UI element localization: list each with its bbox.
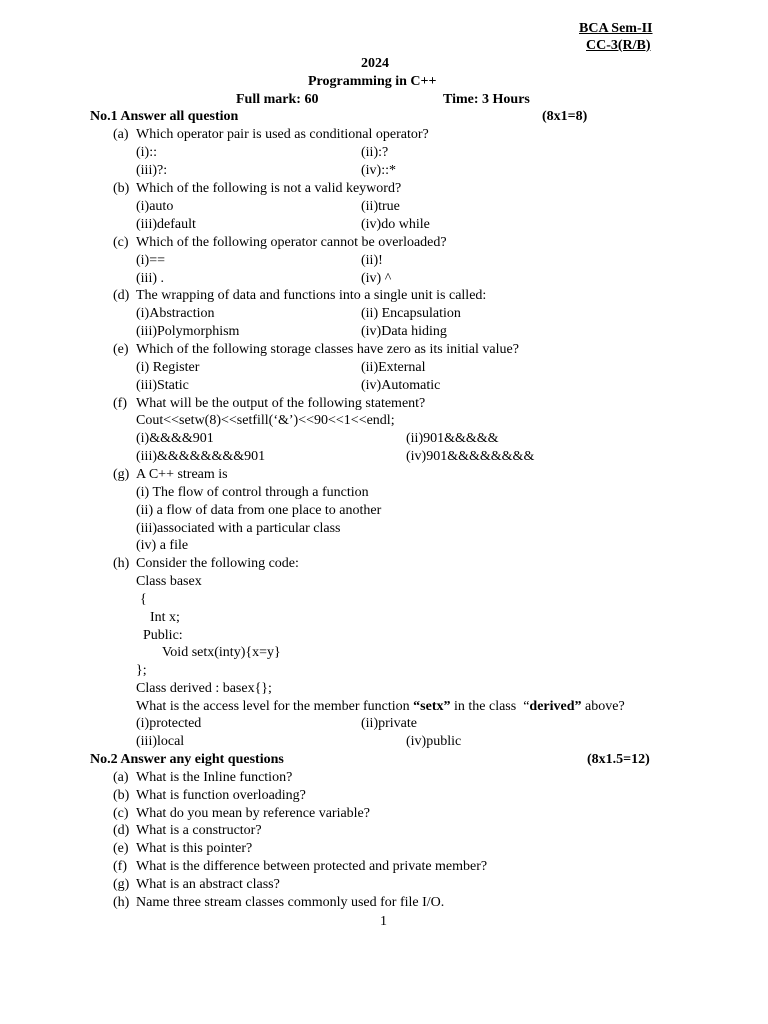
question-label: (d) <box>113 823 130 838</box>
question-label: (b) <box>113 788 130 803</box>
code-line: Class basex <box>136 574 202 589</box>
question-text: A C++ stream is <box>136 467 228 482</box>
code-line: Class derived : basex{}; <box>136 681 272 696</box>
option: (iii) . <box>136 271 164 286</box>
option: (iv)Automatic <box>361 378 441 393</box>
question-label: (e) <box>113 841 129 856</box>
option: (i) Register <box>136 360 200 375</box>
question-label: (g) <box>113 467 130 482</box>
code-line: Int x; <box>150 610 180 625</box>
full-mark: Full mark: 60 <box>236 92 319 107</box>
option: (iii)&&&&&&&&901 <box>136 449 266 464</box>
code-line: { <box>140 592 147 607</box>
option: (ii)private <box>361 716 417 731</box>
option: (iii)?: <box>136 163 168 178</box>
question-text-part: above? <box>581 699 625 714</box>
subject-title: Programming in C++ <box>308 74 437 89</box>
option: (i):: <box>136 145 157 160</box>
option: (ii) Encapsulation <box>361 306 461 321</box>
exam-time: Time: 3 Hours <box>443 92 530 107</box>
option: (ii)901&&&&& <box>406 431 499 446</box>
question-text: Name three stream classes commonly used for file I/O. <box>136 895 445 910</box>
option: (ii):? <box>361 145 389 160</box>
option: (i)&&&&901 <box>136 431 214 446</box>
question-text: Which operator pair is used as conditional operator? <box>136 127 429 142</box>
question-text: What is an abstract class? <box>136 877 280 892</box>
question-label: (e) <box>113 342 129 357</box>
question-text: Consider the following code: <box>136 556 299 571</box>
option: (ii) a flow of data from one place to another <box>136 503 382 518</box>
option: (iv) ^ <box>361 271 392 286</box>
question-text-part: What is the access level for the member function <box>136 699 414 714</box>
code-line: Public: <box>143 628 183 643</box>
question-text: What is function overloading? <box>136 788 306 803</box>
option: (i)== <box>136 253 166 268</box>
question-text <box>136 698 625 715</box>
question-text: What is this pointer? <box>136 841 253 856</box>
question-text: What is the Inline function? <box>136 770 293 785</box>
question-text: The wrapping of data and functions into a single unit is called: <box>136 288 487 303</box>
option: (iii)Polymorphism <box>136 324 240 339</box>
option: (ii)! <box>361 253 383 268</box>
option: (iv)Data hiding <box>361 324 447 339</box>
section2-title: No.2 Answer any eight questions <box>90 752 284 767</box>
section1-title: No.1 Answer all question <box>90 109 239 124</box>
code-line: Cout<<setw(8)<<setfill(‘&’)<<90<<1<<endl; <box>136 413 395 428</box>
exam-year: 2024 <box>361 56 389 71</box>
question-text-bold: derived” <box>529 699 582 714</box>
course-title: BCA Sem-II <box>579 21 653 36</box>
option: (ii)true <box>361 199 400 214</box>
question-label: (d) <box>113 288 130 303</box>
question-label: (f) <box>113 396 127 411</box>
option: (iii)associated with a particular class <box>136 521 341 536</box>
option: (i)protected <box>136 716 202 731</box>
question-text: What do you mean by reference variable? <box>136 806 370 821</box>
question-label: (b) <box>113 181 130 196</box>
page-number: 1 <box>380 914 387 929</box>
question-text: Which of the following is not a valid keyword? <box>136 181 402 196</box>
option: (iii)local <box>136 734 185 749</box>
question-text: What is a constructor? <box>136 823 262 838</box>
paper-code: CC-3(R/B) <box>586 38 651 53</box>
question-label: (c) <box>113 806 129 821</box>
option: (iv)::* <box>361 163 396 178</box>
question-text: What is the difference between protected and private member? <box>136 859 488 874</box>
option: (iii)Static <box>136 378 189 393</box>
question-text: Which of the following operator cannot be overloaded? <box>136 235 447 250</box>
section1-marks: (8x1=8) <box>542 109 588 124</box>
question-label: (c) <box>113 235 129 250</box>
option: (iii)default <box>136 217 196 232</box>
code-line: Void setx(inty){x=y} <box>162 645 281 660</box>
question-label: (h) <box>113 895 130 910</box>
option: (iv) a file <box>136 538 189 553</box>
option: (i)auto <box>136 199 174 214</box>
question-label: (h) <box>113 556 130 571</box>
question-label: (g) <box>113 877 130 892</box>
option: (i)Abstraction <box>136 306 215 321</box>
question-text: Which of the following storage classes have zero as its initial value? <box>136 342 519 357</box>
option: (iv)do while <box>361 217 430 232</box>
code-line: }; <box>136 663 147 678</box>
question-text: What will be the output of the following statement? <box>136 396 426 411</box>
option: (ii)External <box>361 360 426 375</box>
question-label: (a) <box>113 127 129 142</box>
option: (iv)901&&&&&&&& <box>406 449 535 464</box>
question-label: (a) <box>113 770 129 785</box>
question-text-bold: “setx” <box>413 699 451 714</box>
question-text-part: in the class “ <box>450 699 530 714</box>
section2-marks: (8x1.5=12) <box>587 752 650 767</box>
option: (i) The flow of control through a function <box>136 485 369 500</box>
question-label: (f) <box>113 859 127 874</box>
option: (iv)public <box>406 734 462 749</box>
